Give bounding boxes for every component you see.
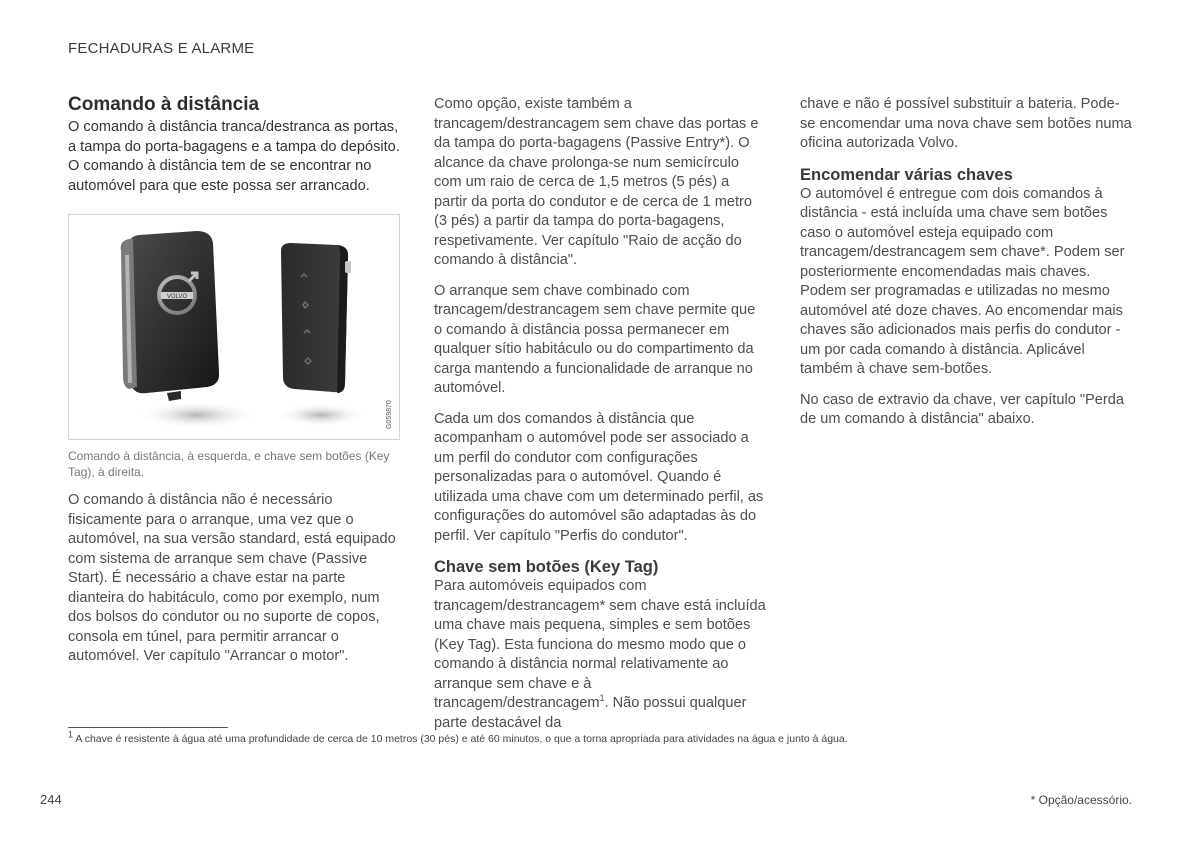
- column-1: [68, 94, 400, 678]
- figure-caption: Comando à distância, à esquerda, e chave sem botões (Key Tag), à direita.: [68, 449, 390, 479]
- footnote: [68, 729, 1128, 745]
- footnote-marker: 1: [68, 729, 74, 740]
- paragraph-text-end: . Não possui qualquer parte destacável da: [434, 695, 747, 731]
- paragraph: Cada um dos comandos à distância que acompanham o automóvel pode ser associado a um perfil do condutor com configurações personalizadas para o automóvel. Quando é utilizada uma chave com um determinado perfil, as configurações do automóvel são adaptadas às do perfil. Ver capítulo "Perfis do condutor".: [434, 410, 764, 544]
- volvo-logo-text: VOLVO: [166, 294, 188, 300]
- paragraph-text: Para automóveis equipados com trancagem/destrancagem* sem chave está incluída uma chave mais pequena, simples e sem botões (Key Tag). Esta funciona do mesmo modo que o comando à distância normal relativamente ao arranque sem chave e à trancagem/destrancagem: [434, 578, 766, 711]
- lead-paragraph: O comando à distância tranca/destranca as portas, a tampa do porta-bagagens e a tampa do depósito. O comando à distância tem de se encontrar no automóvel para que este possa ser arrancado.: [68, 119, 400, 194]
- paragraph: O comando à distância não é necessário fisicamente para o arranque, uma vez que o automóvel, na sua versão standard, está equipado com sistema de arranque sem chave (Passive Start). É necessário a chave estar na parte dianteira do habitáculo, como por exemplo, num dos bolsos do condutor ou no suporte de copos, consola em túnel, para permitir arrancar o automóvel. Ver capítulo "Arrancar o motor".: [68, 492, 396, 664]
- page-number: 244: [40, 792, 62, 807]
- paragraph-key-tag: [434, 577, 766, 733]
- footnote-divider: [68, 727, 228, 728]
- section-header: FECHADURAS E ALARME: [68, 40, 255, 57]
- figure-code: G059870: [386, 400, 393, 429]
- subheading-key-tag: Chave sem botões (Key Tag): [434, 558, 659, 576]
- remote-key: [121, 231, 219, 401]
- subheading-order-keys: Encomendar várias chaves: [800, 165, 1013, 184]
- footnote-reference[interactable]: 1: [599, 693, 605, 704]
- option-accessory-note: * Opção/acessório.: [1030, 793, 1132, 807]
- column-3: [800, 95, 1132, 441]
- remote-shadow: [137, 401, 257, 429]
- key-tag: [281, 243, 351, 393]
- key-figure: [68, 214, 400, 440]
- paragraph: Como opção, existe também a trancagem/destrancagem sem chave das portas e da tampa do porta-bagagens (Passive Entry*). O alcance da chave prolonga-se num semicírculo com um raio de cerca de 1,5 metros (5 pés) a partir da porta do condutor e de cerca de 1 metro (3 pés) a partir da tampa do porta-bagagens, respetivamente. Ver capítulo "Raio de acção do comando à distância".: [434, 96, 759, 268]
- keytag-shadow: [276, 403, 366, 427]
- remote-and-keytag-illustration: [69, 215, 399, 439]
- paragraph: O arranque sem chave combinado com trancagem/destrancagem sem chave permite que o comando à distância possa permanecer em qualquer sítio habitáculo ou do compartimento da carga mantendo a funcionalidade de arranque no automóvel.: [434, 282, 756, 396]
- section-title: Comando à distância: [68, 94, 260, 115]
- paragraph: chave e não é possível substituir a bateria. Pode-se encomendar uma nova chave sem botões numa oficina autorizada Volvo.: [800, 96, 1132, 151]
- paragraph: O automóvel é entregue com dois comandos à distância - está incluída uma chave sem botões caso o automóvel esteja equipado com trancagem/destrancagem sem chave*. Podem ser posteriormente encomendadas mais chaves. Podem ser programadas e utilizadas no mesmo automóvel até doze chaves. Ao encomendar mais chaves são adicionados mais perfis do condutor - um por cada comando à distância. Aplicável também à chave sem-botões.: [800, 185, 1125, 377]
- footnote-text: A chave é resistente à água até uma profundidade de cerca de 10 metros (30 pés) e até 60 minutos, o que a torna apropriada para atividades na água e junto à água.: [75, 733, 848, 745]
- paragraph: No caso de extravio da chave, ver capítulo "Perda de um comando à distância" abaixo.: [800, 391, 1124, 427]
- column-2: [434, 95, 766, 744]
